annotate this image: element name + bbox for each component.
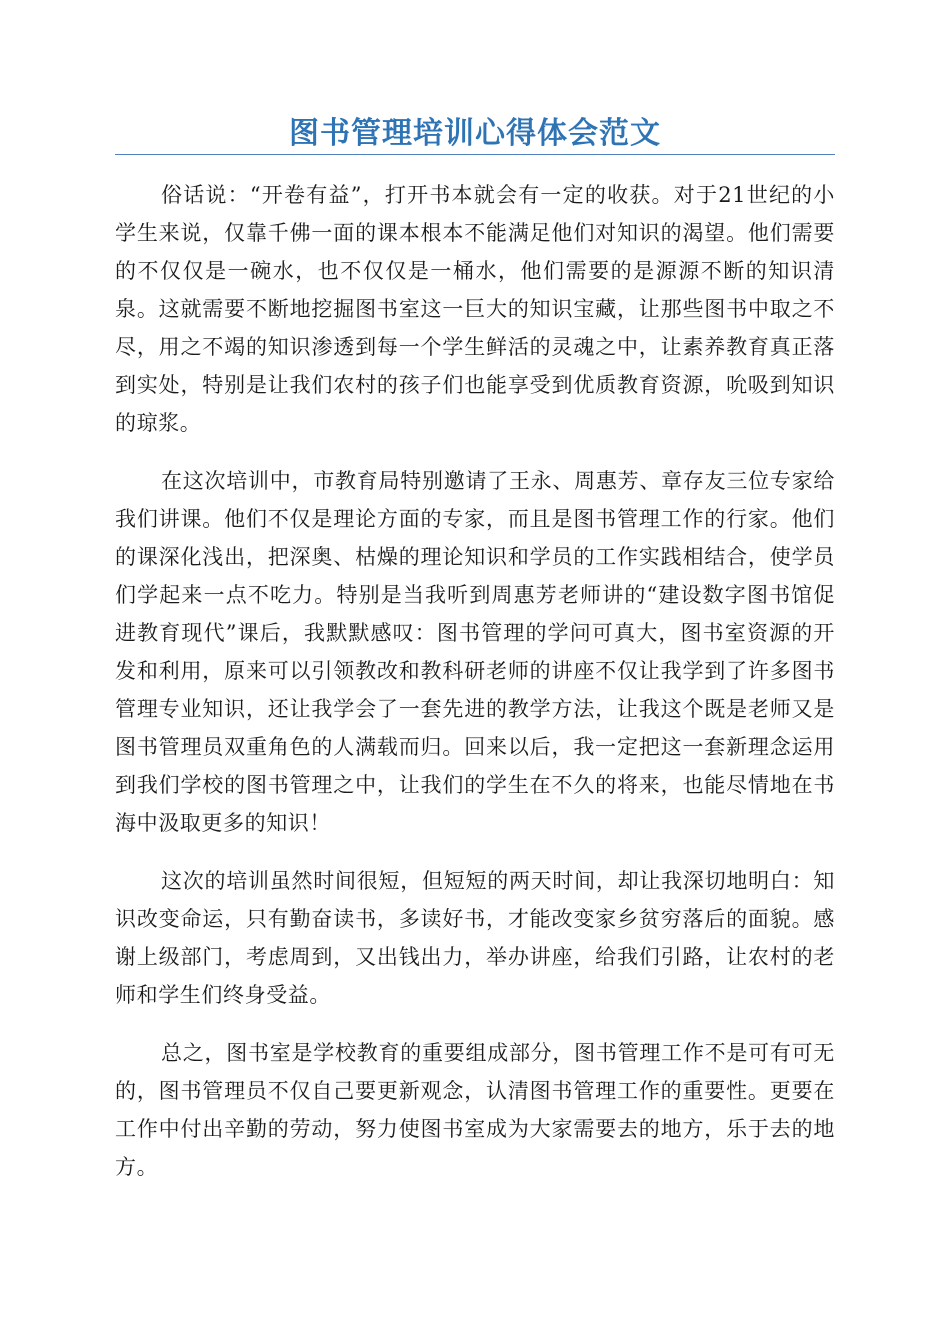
paragraph-1: 俗话说：“开卷有益”，打开书本就会有一定的收获。对于21世纪的小学生来说，仅靠千佛一面的课本根本不能满足他们对知识的渴望。他们需要的不仅仅是一碗水，也不仅仅是一桶水，他们需要的是源源不断的知识清泉。这就需要不断地挖掘图书室这一巨大的知识宝藏，让那些图书中取之不尽，用之不竭的知识渗透到每一个学生鲜活的灵魂之中，让素养教育真正落到实处，特别是让我们农村的孩子们也能享受到优质教育资源，吮吸到知识的琼浆。 xyxy=(115,183,835,435)
document-title: 图书管理培训心得体会范文 xyxy=(289,116,661,151)
document-body xyxy=(115,176,835,1206)
paragraph-4: 总之，图书室是学校教育的重要组成部分，图书管理工作不是可有可无的，图书管理员不仅自己要更新观念，认清图书管理工作的重要性。更要在工作中付出辛勤的劳动，努力使图书室成为大家需要去的地方，乐于去的地方。 xyxy=(115,1041,835,1179)
title-underline xyxy=(115,154,835,155)
paragraph-3: 这次的培训虽然时间很短，但短短的两天时间，却让我深切地明白：知识改变命运，只有勤奋读书，多读好书，才能改变家乡贫穷落后的面貌。感谢上级部门，考虑周到，又出钱出力，举办讲座，给我们引路，让农村的老师和学生们终身受益。 xyxy=(115,869,835,1007)
paragraph-2: 在这次培训中，市教育局特别邀请了王永、周惠芳、章存友三位专家给我们讲课。他们不仅是理论方面的专家，而且是图书管理工作的行家。他们的课深化浅出，把深奥、枯燥的理论知识和学员的工作实践相结合，使学员们学起来一点不吃力。特别是当我听到周惠芳老师讲的“建设数字图书馆促进教育现代”课后，我默默感叹：图书管理的学问可真大，图书室资源的开发和利用，原来可以引领教改和教科研老师的讲座不仅让我学到了许多图书管理专业知识，还让我学会了一套先进的教学方法，让我这个既是老师又是图书管理员双重角色的人满载而归。回来以后，我一定把这一套新理念运用到我们学校的图书管理之中，让我们的学生在不久的将来，也能尽情地在书海中汲取更多的知识！ xyxy=(115,469,835,835)
